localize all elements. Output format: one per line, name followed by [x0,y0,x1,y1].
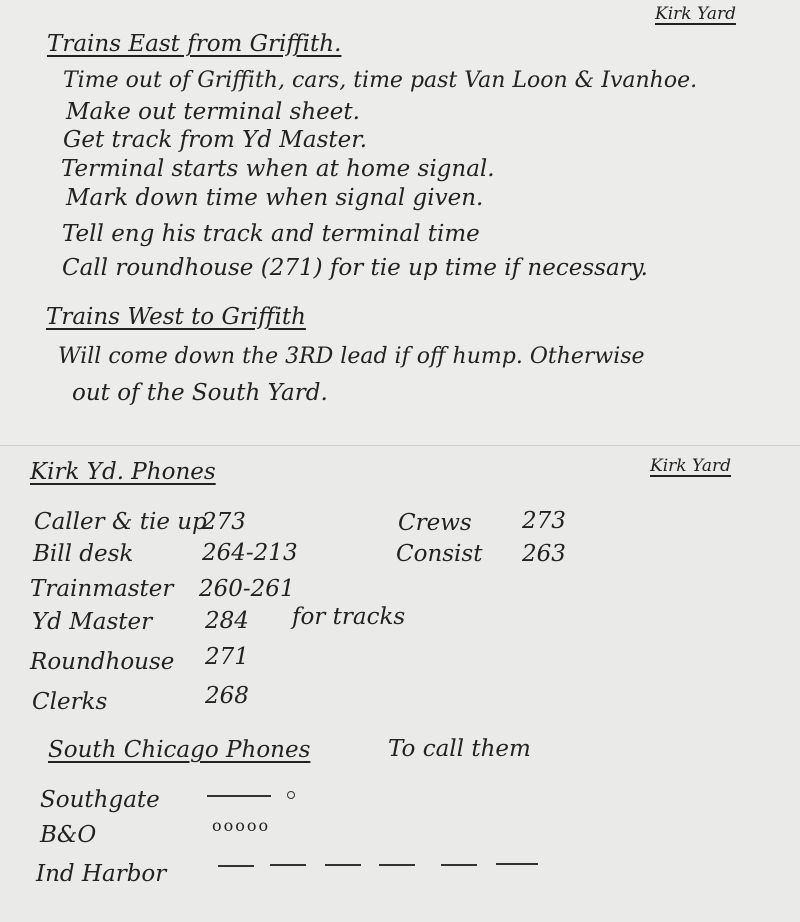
south-name: Ind Harbor [36,861,167,887]
phone-number: 273 [522,508,566,534]
card-tag: Kirk Yard [655,4,737,24]
dash-signal [207,795,271,797]
phone-number: 268 [205,683,249,709]
dash-signal [379,864,415,866]
heading-trains-east: Trains East from Griffith. [47,31,342,57]
phone-name: Bill desk [33,541,134,567]
phone-number: 271 [205,644,249,670]
dot-signal [287,791,295,799]
south-name: B&O [40,822,97,848]
dot-signal: ooooo [212,816,271,835]
phone-name: Trainmaster [30,576,174,602]
phone-number: 264-213 [202,540,298,566]
heading-kirk-phones: Kirk Yd. Phones [30,459,216,485]
phone-note: for tracks [292,604,406,630]
dash-signal [441,864,477,866]
phone-name: Caller & tie up [34,509,207,535]
dash-signal [218,865,254,867]
dash-signal [496,863,538,865]
phone-name: Roundhouse [30,649,175,675]
phone-number: 260-261 [199,576,295,602]
note-line: Mark down time when signal given. [66,185,484,211]
phone-name: Crews [398,510,472,536]
note-line: Make out terminal sheet. [66,99,360,125]
heading-note: To call them [388,736,531,762]
card-tag: Kirk Yard [650,456,732,476]
note-card-top [0,0,800,448]
note-line: Call roundhouse (271) for tie up time if necessary. [62,255,648,281]
dash-signal [270,864,306,866]
heading-south-chicago: South Chicago Phones [48,737,311,763]
note-line: Time out of Griffith, cars, time past Van Loon & Ivanhoe. [63,68,698,93]
note-line: Get track from Yd Master. [63,127,368,153]
phone-name: Yd Master [32,609,153,635]
phone-number: 273 [202,509,246,535]
phone-number: 263 [522,541,566,567]
note-card-bottom [0,445,800,922]
dash-signal [325,864,361,866]
heading-trains-west: Trains West to Griffith [46,304,306,330]
note-line: out of the South Yard. [72,380,328,406]
note-line: Terminal starts when at home signal. [61,156,495,182]
note-line: Will come down the 3RD lead if off hump. Otherwise [58,344,645,369]
phone-name: Clerks [32,689,108,715]
note-line: Tell eng his track and terminal time [62,221,480,247]
phone-number: 284 [205,608,249,634]
south-name: Southgate [40,787,160,813]
phone-name: Consist [396,541,483,567]
